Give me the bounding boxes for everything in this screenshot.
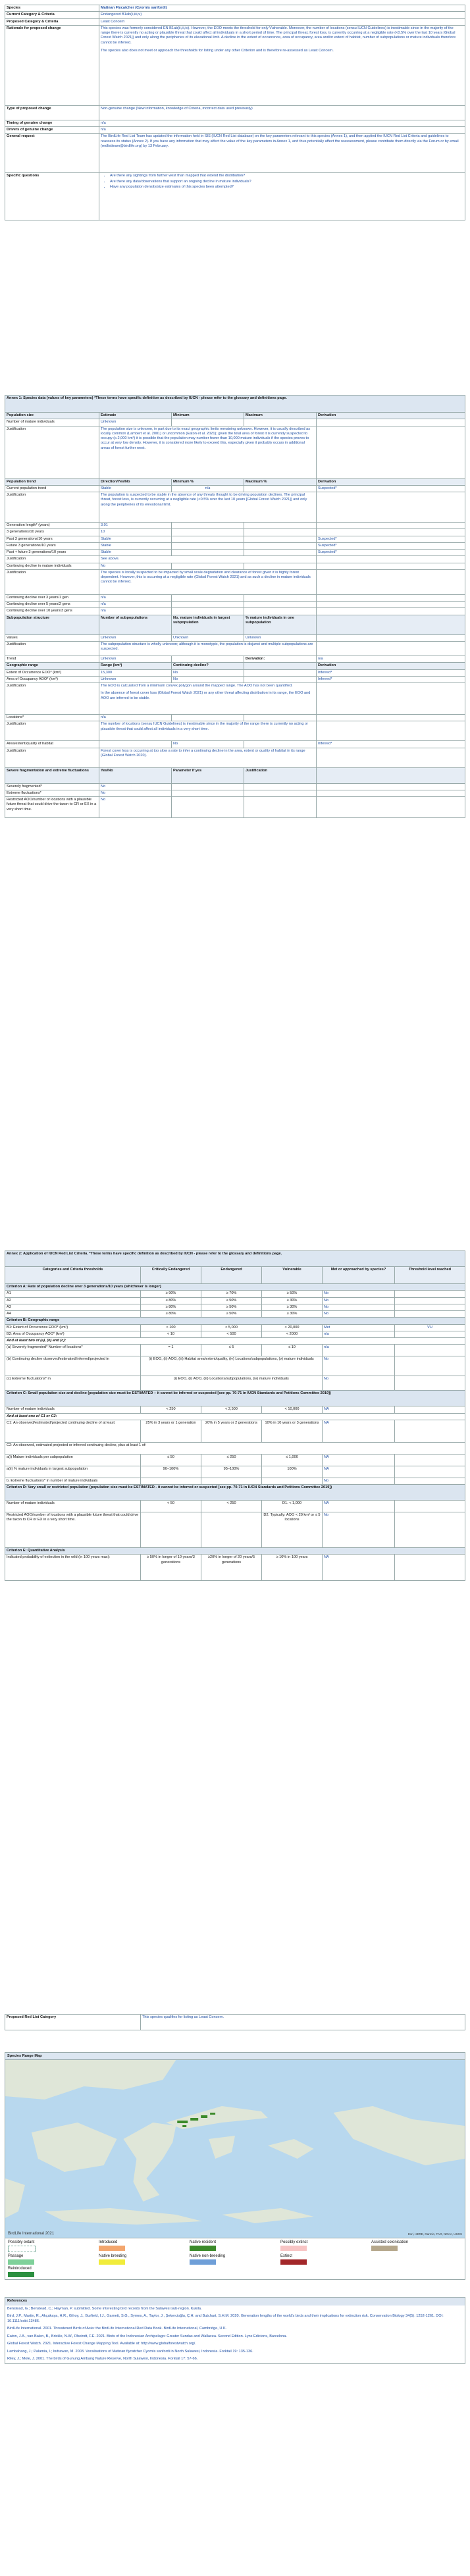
c2b-label: b. Extreme fluctuations* in number of mature individuals bbox=[5, 1478, 141, 1484]
a3-label: A3 bbox=[5, 1304, 141, 1310]
justification-label: Justification bbox=[5, 556, 99, 563]
species-value: Matinan Flycatcher (Cyornis sanfordi) bbox=[99, 5, 465, 12]
c2aii-en: 95–100% bbox=[201, 1466, 262, 1478]
a3-en: ≥ 50% bbox=[201, 1304, 262, 1310]
decline-10y-value: n/a bbox=[99, 608, 172, 615]
criterion-c-heading: Criterion C: Small population size and decline (population size must be ESTIMATED – it cannot be inferred or suspected [see pp. 70-71 in IUCN Standards and Petitions Committee 2019]) bbox=[5, 1391, 465, 1406]
col-range: Range (km²) bbox=[99, 663, 172, 669]
a1-met: No bbox=[323, 1291, 395, 1297]
decline-5y-label: Continuing decline over 5 years/2 gens bbox=[5, 602, 99, 608]
col-maximum: Maximum bbox=[244, 413, 317, 419]
legend-item bbox=[371, 2240, 462, 2252]
reference-item: Bird, J.P., Martin, R., Akçakaya, H.R., Gilroy, J., Burfield, I.J., Garnett, S.G., Symes, A., Taylor, J., Şekercioğlu, Ç.H. and Butchart, S.H.M. 2020. Generation lengths of the world's birds and their implications for extinction risk. Conservation Biology 34(5): 1252-1261. DOI: 10.1111/cobi.13486. bbox=[7, 2314, 444, 2323]
c2ai-cr: ≤ 50 bbox=[141, 1454, 201, 1466]
general-request-label: General request bbox=[5, 134, 99, 173]
aoo-label: Area of Occupancy AOO* (km²) bbox=[5, 676, 99, 683]
legend-swatch bbox=[8, 2246, 36, 2252]
legend-label: Native breeding bbox=[99, 2254, 127, 2258]
c2aii-vu: 100% bbox=[262, 1466, 323, 1478]
b1-cr: < 100 bbox=[141, 1324, 201, 1331]
c2aii-label: a(ii) % mature individuals in largest subpopulation bbox=[5, 1466, 141, 1478]
continuing-decline-value: No bbox=[99, 563, 172, 569]
proposed-label: Proposed Red List Category bbox=[5, 2015, 141, 2030]
legend-item bbox=[190, 2240, 280, 2252]
d2-label: Restricted AOO/number of locations with a plausible future threat that could drive the taxon to CR or EX in a very short time. bbox=[5, 1512, 141, 1548]
c1-met: NA bbox=[323, 1420, 395, 1442]
col-estimate: Estimate bbox=[99, 413, 172, 419]
future-trend-value: Stable bbox=[99, 542, 172, 549]
subpop-header: Subpopulation structure bbox=[5, 615, 99, 634]
a1-cr: ≥ 90% bbox=[141, 1291, 201, 1297]
rationale-text-2: The species also does not meet or approach the thresholds for listing under any other Criterion and is therefore re-assessed as Least Concern. bbox=[101, 48, 334, 53]
locations-label: Locations* bbox=[5, 715, 99, 721]
legend-item bbox=[8, 2240, 99, 2252]
col-vu: Vulnerable bbox=[262, 1267, 323, 1284]
extreme-fluctuations-label: Extreme fluctuations* bbox=[5, 790, 99, 796]
map-legend bbox=[5, 2238, 465, 2280]
legend-swatch bbox=[99, 2259, 125, 2265]
past-future-trend-value: Stable bbox=[99, 550, 172, 556]
legend-label: Assisted colonisation bbox=[371, 2240, 409, 2244]
legend-swatch bbox=[8, 2259, 34, 2265]
type-value: Non-genuine change (New information, knowledge of Criteria, incorrect data used previously) bbox=[99, 105, 465, 120]
c2-text: C2: An observed, estimated projected or inferred continuing decline, plus at least 1 of: bbox=[5, 1442, 465, 1454]
legend-label: Possibly extinct bbox=[280, 2240, 308, 2244]
legend-swatch bbox=[371, 2246, 398, 2251]
bb-met: No bbox=[323, 1356, 395, 1376]
legend-label: Possibly extant bbox=[8, 2240, 35, 2244]
legend-label: Native non-breeding bbox=[190, 2254, 226, 2258]
aoo-decline: No bbox=[172, 676, 244, 683]
question-item: • Have any population density/size estimates of this species been attempted? bbox=[110, 185, 463, 190]
see-above-text: See above. bbox=[99, 556, 317, 563]
reference-item: BirdLife International. 2001. Threatened Birds of Asia: the BirdLife International Red Data Book. BirdLife International, Cambridge, U.K. bbox=[7, 2327, 227, 2331]
c1-label: C1: An observed/estimated/projected continuing decline of at least: bbox=[5, 1420, 141, 1442]
col-justification: Justification bbox=[244, 767, 317, 783]
subpop-num-value: Unknown bbox=[99, 634, 172, 641]
a1-en: ≥ 70% bbox=[201, 1291, 262, 1297]
col-met: Met or approached by species? bbox=[323, 1267, 395, 1284]
justification-label: Justification bbox=[5, 426, 99, 478]
col-en: Endangered bbox=[201, 1267, 262, 1284]
proposed-value: This species qualifies for listing as Least Concern. bbox=[141, 2015, 465, 2030]
e-label: Indicated probability of extinction in the wild (in 100 years max): bbox=[5, 1555, 141, 1581]
e-cr: ≥ 50% in longer of 10 years/3 generations bbox=[141, 1555, 201, 1581]
col-min-pct: Minimum % bbox=[172, 478, 244, 485]
generation-length-value: 3.01 bbox=[99, 523, 172, 529]
subpop-derivation-label: Derivation: bbox=[244, 656, 317, 662]
b1-vu: < 20,000 bbox=[262, 1324, 323, 1331]
c2ai-met: NA bbox=[323, 1454, 395, 1466]
a2-cr: ≥ 80% bbox=[141, 1297, 201, 1304]
future-trend-label: Future 3 generations/10 years bbox=[5, 542, 99, 549]
col-derivation: Derivation bbox=[317, 413, 465, 419]
legend-item bbox=[190, 2254, 280, 2265]
e-met: NA bbox=[323, 1555, 395, 1581]
current-category-label: Current Category & Criteria bbox=[5, 12, 99, 18]
b1-en: < 5,000 bbox=[201, 1324, 262, 1331]
justification-label: Justification bbox=[5, 641, 99, 656]
trend-justification: The population is suspected to be stable in the absence of any threats thought to be driving population declines. The principal threat, forest loss, is currently occurring at a negligible rate (<0.5% over the last 10 years [Global Forest Watch 2021]) and only along the peripheries of its elevational limit. bbox=[99, 492, 317, 523]
ba-vu: ≤ 10 bbox=[262, 1345, 323, 1356]
range-map bbox=[5, 2060, 465, 2238]
c-num-met: NA bbox=[323, 1406, 395, 1413]
eoo-derivation: Inferred* bbox=[317, 669, 465, 676]
general-request-value: The BirdLife Red List Team has updated the information held in SIS (IUCN Red List database) on the key parameters relevant to this species (Annex 1), and then applied the IUCN Red List Criteria and guidelines to reassess its status (Annex 2). If you have any information that may affect the value of the key parameters in Annex 1, and thus potentially affect the reassessment, please contribute them directly via the Forum or by email (redlistteam@birdlife.org) by 13 February. bbox=[99, 134, 465, 173]
a4-label: A4 bbox=[5, 1311, 141, 1318]
bb-criteria: (i) EOO, (ii) AOO, (iii) Habitat area/extent/quality, (iv) Locations/subpopulations, (v) mature individuals bbox=[141, 1356, 323, 1376]
col-parameter: Parameter if yes bbox=[172, 767, 244, 783]
d2-met: No bbox=[323, 1512, 395, 1548]
question-item: • Are there any data/observations that support an ongoing decline in mature individuals? bbox=[110, 180, 463, 184]
past-trend-derivation: Suspected* bbox=[317, 536, 465, 542]
past-trend-label: Past 3 generations/10 years bbox=[5, 536, 99, 542]
question-item: • Are there any sightings from further west than mapped that extend the distribution? bbox=[110, 174, 463, 178]
future-trend-derivation: Suspected* bbox=[317, 542, 465, 549]
c-num-vu: < 10,000 bbox=[262, 1406, 323, 1413]
b1-label: B1: Extent of Occurrence EOO* (km²) bbox=[5, 1324, 141, 1331]
annex1-table bbox=[5, 395, 465, 818]
locations-justification: The number of locations (sensu IUCN Guidelines) is inestimable since in the majority of the range there is currently no acting or plausible threat that could affect all individuals in a very short time. bbox=[99, 721, 317, 741]
decline-10y-label: Continuing decline over 10 years/3 gens bbox=[5, 608, 99, 615]
legend-swatch bbox=[190, 2259, 216, 2265]
references-title: References bbox=[5, 2298, 465, 2306]
d-cr: < 50 bbox=[141, 1501, 201, 1512]
current-category-value: Endangered B1ab(ii,iii,iv) bbox=[99, 12, 465, 18]
three-gen-label: 3 generations/10 years bbox=[5, 529, 99, 536]
legend-label: Introduced bbox=[99, 2240, 118, 2244]
legend-item bbox=[8, 2267, 99, 2277]
e-en: ≥20% in longer of 20 years/5 generations bbox=[201, 1555, 262, 1581]
eoo-decline: No bbox=[172, 669, 244, 676]
eoo-value: 15,300 bbox=[99, 669, 172, 676]
c1-vu: 10% in 10 years or 3 generations bbox=[262, 1420, 323, 1442]
current-trend-derivation: Suspected* bbox=[317, 485, 465, 492]
past-future-trend-derivation: Suspected* bbox=[317, 550, 465, 556]
timing-label: Timing of genuine change bbox=[5, 120, 99, 126]
range-map-section bbox=[5, 2052, 465, 2280]
ba-label: (a) Severely fragmented* Number of locations* bbox=[5, 1345, 141, 1356]
pop-size-justification: The population size is unknown, in part due to its exact geographic limits remaining unknown. However, it is usually described as locally common (Lambert et al. 2001) or uncommon (Eaton et al. 2021); given the total area of forest it is currently suspected to occupy (c.2,000 km²) it is possible that the population may number fewer than 10,000 mature individuals if the species proves to occur at very low density. However, it is considered more likely to exceed this, especially given it probably occurs in additional areas of forest further west. bbox=[99, 426, 317, 478]
a4-cr: ≥ 80% bbox=[141, 1311, 201, 1318]
subpop-pct-value: Unknown bbox=[244, 634, 317, 641]
reference-item: Global Forest Watch. 2021. Interactive Forest Change Mapping Tool. Available at: http://www.globalforestwatch.org/. bbox=[7, 2342, 196, 2346]
reference-item: Eaton, J.A., van Balen, B., Brickle, N.W., Rheindt, F.E. 2021. Birds of the Indonesian Archipelago: Greater Sundas and Wallacea. Second Edition. Lynx Edicions, Barcelona. bbox=[7, 2334, 287, 2338]
e-vu: ≥ 10% in 100 years bbox=[262, 1555, 323, 1581]
habitat-label: Area/extent/quality of habitat bbox=[5, 741, 99, 748]
a2-met: No bbox=[323, 1297, 395, 1304]
references-section bbox=[5, 2297, 465, 2364]
a2-vu: ≥ 30% bbox=[262, 1297, 323, 1304]
legend-item bbox=[280, 2254, 371, 2265]
three-gen-value: 10 bbox=[99, 529, 172, 536]
subpop-trend-value: Unknown bbox=[99, 656, 172, 662]
criterion-a-heading: Criterion A: Rate of population decline over 3 generations/10 years (whichever is longer) bbox=[5, 1284, 465, 1291]
col-continuing: Continuing decline? bbox=[172, 663, 244, 669]
col-minimum: Minimum bbox=[172, 413, 244, 419]
map-image bbox=[5, 2060, 465, 2238]
legend-item bbox=[8, 2254, 99, 2265]
justification-label: Justification bbox=[5, 748, 99, 767]
b2-met: n/a bbox=[323, 1331, 395, 1337]
d-vu: D1. < 1,000 bbox=[262, 1501, 323, 1512]
c-and-text: And at least one of C1 or C2: bbox=[5, 1413, 465, 1420]
b2-cr: < 10 bbox=[141, 1331, 201, 1337]
past-trend-value: Stable bbox=[99, 536, 172, 542]
current-trend-min: n/a bbox=[172, 485, 244, 492]
species-label: Species bbox=[5, 5, 99, 12]
c2ai-en: ≤ 250 bbox=[201, 1454, 262, 1466]
severely-fragmented-value: No bbox=[99, 783, 172, 790]
legend-item bbox=[280, 2240, 371, 2252]
b2-label: B2: Area of Occupancy AOO* (km²) bbox=[5, 1331, 141, 1337]
col-num-subpops: Number of subpopulations bbox=[99, 615, 172, 634]
bc-label: (c) Extreme fluctuations* in bbox=[5, 1376, 141, 1391]
proposed-category-label: Proposed Category & Criteria bbox=[5, 18, 99, 25]
questions-list bbox=[101, 174, 463, 190]
criterion-b-heading: Criterion B: Geographic range bbox=[5, 1318, 465, 1324]
col-threshold: Threshold level reached bbox=[395, 1267, 465, 1284]
geo-justification-1: The EOO is calculated from a minimum convex polygon around the mapped range. The AOO has not been quantified. bbox=[101, 684, 293, 688]
col-criteria: Categories and Criteria thresholds bbox=[5, 1267, 141, 1284]
pop-size-header: Population size bbox=[5, 413, 99, 419]
a3-vu: ≥ 30% bbox=[262, 1304, 323, 1310]
eoo-label: Extent of Occurrence EOO* (km²) bbox=[5, 669, 99, 676]
aoo-value: Unknown bbox=[99, 676, 172, 683]
a3-cr: ≥ 80% bbox=[141, 1304, 201, 1310]
summary-table bbox=[5, 5, 465, 220]
a2-en: ≥ 50% bbox=[201, 1297, 262, 1304]
b1-met: Met bbox=[323, 1324, 395, 1331]
a4-met: No bbox=[323, 1311, 395, 1318]
bc-met: No bbox=[323, 1376, 395, 1391]
proposed-table bbox=[5, 2014, 465, 2030]
legend-swatch bbox=[190, 2246, 216, 2251]
legend-swatch bbox=[8, 2272, 34, 2277]
decline-3y-value: n/a bbox=[99, 594, 172, 601]
continuing-decline-label: Continuing decline in mature individuals bbox=[5, 563, 99, 569]
d2-vu: D2. Typically: AOO < 20 km² or ≤ 5 locations bbox=[262, 1512, 323, 1548]
bb-label: (b) Continuing decline observed/estimated/inferred/projected in bbox=[5, 1356, 141, 1376]
drivers-label: Drivers of genuine change bbox=[5, 127, 99, 134]
past-future-trend-label: Past + future 3 generations/10 years bbox=[5, 550, 99, 556]
col-derivation: Derivation bbox=[317, 663, 465, 669]
c2aii-cr: 90–100% bbox=[141, 1466, 201, 1478]
legend-swatch bbox=[99, 2246, 125, 2251]
mature-individuals-label: Number of mature individuals bbox=[5, 419, 99, 426]
ba-cr: = 1 bbox=[141, 1345, 201, 1356]
timing-value: n/a bbox=[99, 120, 465, 126]
ba-met: n/a bbox=[323, 1345, 395, 1356]
legend-item bbox=[99, 2240, 190, 2252]
criterion-e-heading: Criterion E: Quantitative Analysis bbox=[5, 1548, 465, 1555]
a4-en: ≥ 50% bbox=[201, 1311, 262, 1318]
col-derivation: Derivation bbox=[317, 478, 465, 485]
c2ai-vu: ≤ 1,000 bbox=[262, 1454, 323, 1466]
rationale-label: Rationale for proposed change bbox=[5, 25, 99, 105]
habitat-derivation: Inferred* bbox=[317, 741, 465, 748]
c2ai-label: a(i) Mature individuals per subpopulation bbox=[5, 1454, 141, 1466]
b1-threshold: VU bbox=[395, 1324, 465, 1331]
habitat-justification: Forest cover loss is occurring at too slow a rate to infer a continuing decline in the area, extent or quality of habitat in its range (Global Forest Watch 2020). bbox=[99, 748, 317, 767]
trend-header: Population trend bbox=[5, 478, 99, 485]
justification-label: Justification bbox=[5, 683, 99, 715]
type-label: Type of proposed change bbox=[5, 105, 99, 120]
range-map-title: Species Range Map bbox=[5, 2053, 465, 2060]
col-pct-one-subpop: % mature individuals in one subpopulation bbox=[244, 615, 317, 634]
severely-fragmented-label: Severely fragmented* bbox=[5, 783, 99, 790]
mature-estimate: Unknown bbox=[99, 419, 172, 426]
b2-vu: < 2000 bbox=[262, 1331, 323, 1337]
legend-swatch bbox=[280, 2259, 307, 2265]
b-and-text: And at least two of (a), (b) and (c): bbox=[5, 1338, 465, 1345]
bc-criteria: (i) EOO, (ii) AOO, (iii) Locations/subpopulations, (iv) mature individuals bbox=[141, 1376, 323, 1391]
col-largest-subpop: No. mature individuals in largest subpopulation bbox=[172, 615, 244, 634]
c-num-label: Number of mature individuals bbox=[5, 1406, 141, 1413]
annex1-title: Annex 1: Species data (values of key parameters) *These terms have specific definition as described by IUCN - please refer to the glossary and definitions page. bbox=[5, 396, 465, 413]
geo-justification-2: In the absence of forest cover loss (Global Forest Watch 2021) or any other threat affecting distribution in its range, the EOO and AOO are inferred to be stable. bbox=[101, 691, 311, 700]
legend-label: Reintroduced bbox=[8, 2267, 32, 2271]
justification-label: Justification bbox=[5, 721, 99, 741]
d-en: < 250 bbox=[201, 1501, 262, 1512]
a1-label: A1 bbox=[5, 1291, 141, 1297]
current-trend-label: Current population trend bbox=[5, 485, 99, 492]
a4-vu: ≥ 30% bbox=[262, 1311, 323, 1318]
legend-label: Extinct bbox=[280, 2254, 293, 2258]
proposed-category-value: Least Concern bbox=[99, 18, 465, 25]
d-met: NA bbox=[323, 1501, 395, 1512]
a1-vu: ≥ 50% bbox=[262, 1291, 323, 1297]
c-num-cr: < 250 bbox=[141, 1406, 201, 1413]
generation-length-label: Generation length* (years) bbox=[5, 523, 99, 529]
legend-item bbox=[99, 2254, 190, 2265]
decline-3y-label: Continuing decline over 3 years/1 gen bbox=[5, 594, 99, 601]
c1-en: 20% in 5 years or 2 generations bbox=[201, 1420, 262, 1442]
a2-label: A2 bbox=[5, 1297, 141, 1304]
legend-label: Passage bbox=[8, 2254, 24, 2258]
habitat-decline: No bbox=[172, 741, 244, 748]
col-cr: Critically Endangered bbox=[141, 1267, 201, 1284]
restricted-aoo-value: No bbox=[99, 797, 172, 818]
col-max-pct: Maximum % bbox=[244, 478, 317, 485]
rationale-text-1: This species was formerly considered EN B1ab(ii,iii,iv). However, the EOO meets the threshold for only Vulnerable. Moreover, the number of locations (sensu IUCN Guidelines) is inestimable since in the majority of the range there is currently no acting or plausible threat that could affect all individuals in a short period of time. The principal threat, forest loss, is currently occurring at a negligible rate (<0.5% over the last 10 years [Global Forest Watch 2021]) and only along the peripheries of its elevational limit. A decline in the extent of occurrence, area of occupancy, area and/or extent of habitat, number of subpopulations or mature individuals therefore cannot be inferred. bbox=[101, 26, 456, 45]
decline-5y-value: n/a bbox=[99, 602, 172, 608]
justification-label: Justification bbox=[5, 569, 99, 594]
annex2-title: Annex 2: Application of IUCN Red List Criteria. *These terms have specific definition as described by IUCN - please refer to the glossary and definitions page. bbox=[5, 1251, 465, 1267]
d-num-label: Number of mature individuals bbox=[5, 1501, 141, 1512]
reference-item: Riley, J.; Mole, J. 2001. The birds of Gunung Ambang Nature Reserve, North Sulawesi, Indonesia. Forktail 17: 57-66. bbox=[7, 2357, 198, 2361]
ba-en: ≤ 5 bbox=[201, 1345, 262, 1356]
col-direction: Direction/Yes/No bbox=[99, 478, 172, 485]
geo-header: Geographic range bbox=[5, 663, 99, 669]
map-attribution: Esri, HERE, Garmin, FAO, NOAA, USGS bbox=[407, 2232, 462, 2236]
locations-value: n/a bbox=[99, 715, 172, 721]
current-trend-value: Stable bbox=[99, 485, 172, 492]
restricted-aoo-label: Restricted AOO/number of locations with a plausible future threat that could drive the taxon to CR or EX in a very short time. bbox=[5, 797, 99, 818]
aoo-derivation: Inferred* bbox=[317, 676, 465, 683]
a3-met: No bbox=[323, 1304, 395, 1310]
specific-questions-label: Specific questions bbox=[5, 173, 99, 220]
col-yes-no: Yes/No bbox=[99, 767, 172, 783]
c1-cr: 25% in 3 years or 1 generation bbox=[141, 1420, 201, 1442]
legend-label: Native resident bbox=[190, 2240, 217, 2244]
b2-en: < 500 bbox=[201, 1331, 262, 1337]
extreme-fluctuations-value: No bbox=[99, 790, 172, 796]
drivers-value: n/a bbox=[99, 127, 465, 134]
subpop-largest-value: Unknown bbox=[172, 634, 244, 641]
subpop-values-label: Values bbox=[5, 634, 99, 641]
reference-item: Benstead, G.; Benstead, C.; Hayman, P. submitted. Some interesting bird records from the Sulawesi sub-region. Kukila. bbox=[7, 2306, 202, 2311]
justification-label: Justification bbox=[5, 492, 99, 523]
criterion-d-heading: Criterion D: Very small or restricted population (population size must be ESTIMATED - it cannot be inferred or suspected [see pp. 70-71 in IUCN Standards and Petitions Committee 2019]) bbox=[5, 1485, 465, 1501]
subpop-justification: The subpopulation structure is wholly unknown; although it is monotypic, the population is disjunct and multiple subpopulations are suspected. bbox=[99, 641, 317, 656]
reference-item: Lambahang, J.; Palamia, I.; Indrawan, M. 2003. Vocalisations of Matinan flycatcher Cyornis sanfordi in North Sulawesi, Indonesia. Forktail 19: 135-136. bbox=[7, 2349, 253, 2354]
c-num-en: < 2,500 bbox=[201, 1406, 262, 1413]
continuing-decline-justification: The species is locally suspected to be impacted by small scale degradation and clearance of forest given it is highly forest dependent. However, this is occurring at a negligible rate (Global Forest Watch 2021) and as such a decline in mature individuals cannot be inferred. bbox=[99, 569, 317, 594]
subpop-derivation-value: n/a bbox=[317, 656, 465, 662]
subpop-trend-label: Trend bbox=[5, 656, 99, 662]
c2b-met: No bbox=[323, 1478, 395, 1484]
frag-header: Severe fragmentation and extreme fluctuations bbox=[5, 767, 99, 783]
legend-swatch bbox=[280, 2246, 307, 2251]
c2aii-met: NA bbox=[323, 1466, 395, 1478]
map-credit: BirdLife International 2021 bbox=[8, 2232, 55, 2236]
annex2-table bbox=[5, 1250, 465, 1581]
